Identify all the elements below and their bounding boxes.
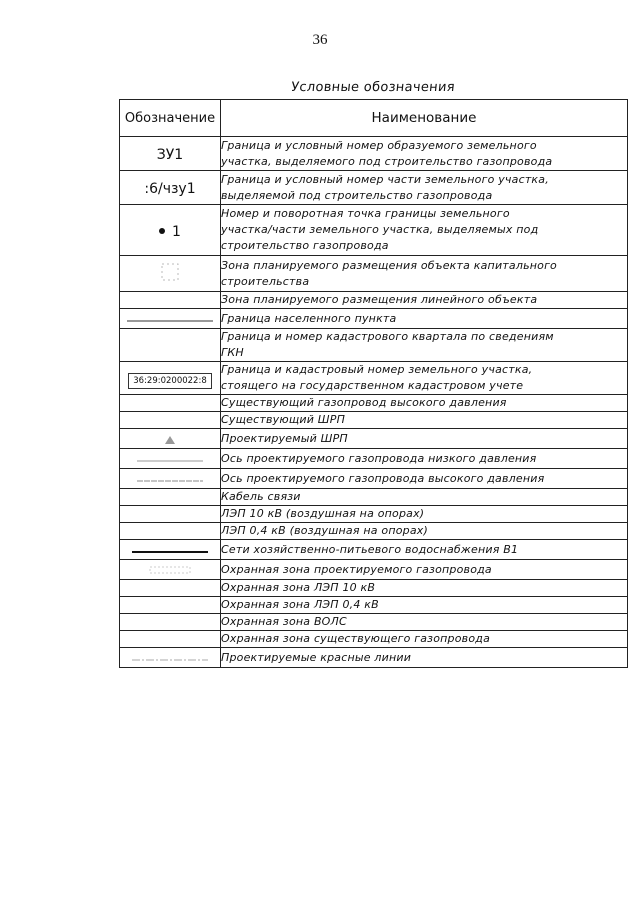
name-line: Сети хозяйственно-питьевого водоснабжения В1	[221, 542, 519, 556]
name-cell	[221, 329, 628, 362]
name-line: Зона планируемого размещения объекта капитального	[221, 258, 557, 272]
header-name: Наименование	[221, 100, 628, 137]
name-line: Охранная зона ЛЭП 10 кВ	[221, 581, 376, 594]
symbol-cell	[120, 412, 221, 429]
table-row	[120, 523, 628, 540]
name-cell	[221, 256, 628, 292]
cadastral-number-label: 36:29:0200022:8	[128, 373, 212, 389]
name-cell	[221, 137, 628, 171]
symbol-cell	[120, 597, 221, 614]
name-line: Существующий ШРП	[221, 413, 346, 426]
symbol-cell	[120, 429, 221, 449]
low-pressure-gas-icon	[135, 458, 205, 464]
table-row	[120, 631, 628, 648]
name-line: Ось проектируемого газопровода низкого давления	[221, 451, 537, 465]
name-cell	[221, 489, 628, 506]
zone-capital-icon	[160, 262, 180, 282]
name-line: Граница и условный номер образуемого земельного	[221, 138, 537, 152]
symbol-cell	[120, 395, 221, 412]
name-line: строительство газопровода	[221, 239, 389, 252]
table-row	[120, 256, 628, 292]
name-cell	[221, 560, 628, 580]
name-line: Ось проектируемого газопровода высокого давления	[221, 471, 545, 485]
gas-protection-zone-icon	[130, 565, 210, 575]
name-line: Граница и номер кадастрового квартала по сведениям	[221, 330, 554, 343]
name-line: участка/части земельного участка, выделяемых под	[221, 223, 539, 236]
name-line: Кабель связи	[221, 490, 301, 503]
name-cell	[221, 523, 628, 540]
name-line: Охранная зона существующего газопровода	[221, 632, 491, 645]
name-line: Зона планируемого размещения линейного объекта	[221, 293, 538, 306]
name-line: Охранная зона ВОЛС	[221, 615, 347, 628]
name-line: стоящего на государственном кадастровом учете	[221, 379, 524, 392]
name-line: Проектируемые красные линии	[221, 650, 412, 664]
name-line: ГКН	[221, 346, 244, 359]
symbol-cell	[120, 309, 221, 329]
symbol-cell	[120, 469, 221, 489]
symbol-cell	[120, 256, 221, 292]
symbol-cell	[120, 648, 221, 668]
name-line: Охранная зона проектируемого газопровода	[221, 562, 492, 576]
symbol-cell	[120, 489, 221, 506]
table-row	[120, 449, 628, 469]
table-row	[120, 329, 628, 362]
table-row	[120, 506, 628, 523]
symbol-cell	[120, 506, 221, 523]
name-cell	[221, 449, 628, 469]
name-cell	[221, 171, 628, 205]
name-cell	[221, 362, 628, 395]
name-cell	[221, 469, 628, 489]
name-cell	[221, 580, 628, 597]
table-row	[120, 560, 628, 580]
name-cell	[221, 597, 628, 614]
water-supply-icon	[130, 549, 210, 555]
table-row	[120, 205, 628, 256]
table-row	[120, 614, 628, 631]
header-row	[120, 100, 628, 137]
name-line: Граница населенного пункта	[221, 311, 397, 325]
symbol-cell	[120, 560, 221, 580]
table-row	[120, 395, 628, 412]
table-row	[120, 648, 628, 668]
symbol-label: ЗУ1	[156, 147, 184, 163]
symbol-cell	[120, 292, 221, 309]
projected-shrp-icon	[165, 436, 175, 444]
symbol-label: 1	[172, 223, 181, 240]
name-cell	[221, 648, 628, 668]
symbol-label: :6/чзу1	[144, 181, 196, 197]
table-row	[120, 469, 628, 489]
name-cell	[221, 614, 628, 631]
symbol-cell	[120, 137, 221, 171]
legend-title: Условные обозначения	[290, 80, 456, 95]
name-cell	[221, 205, 628, 256]
symbol-cell	[120, 540, 221, 560]
name-line: ЛЭП 10 кВ (воздушная на опорах)	[221, 507, 425, 520]
settlement-border-icon	[125, 318, 215, 324]
name-line: Проектируемый ШРП	[221, 431, 348, 445]
page-number: 36	[312, 32, 328, 48]
symbol-cell	[120, 362, 221, 395]
name-line: участка, выделяемого под строительство газопровода	[221, 154, 553, 168]
name-line: выделяемой под строительство газопровода	[221, 188, 493, 202]
name-cell	[221, 429, 628, 449]
red-lines-icon	[130, 657, 210, 663]
name-line: Существующий газопровод высокого давления	[221, 396, 507, 409]
legend-table	[119, 99, 628, 668]
name-cell	[221, 395, 628, 412]
table-row	[120, 597, 628, 614]
table-row	[120, 412, 628, 429]
name-cell	[221, 506, 628, 523]
name-line: Охранная зона ЛЭП 0,4 кВ	[221, 598, 379, 611]
header-symbol: Обозначение	[120, 100, 221, 137]
symbol-cell	[120, 171, 221, 205]
table-row	[120, 429, 628, 449]
name-line: ЛЭП 0,4 кВ (воздушная на опорах)	[221, 524, 428, 537]
high-pressure-gas-icon	[135, 478, 205, 484]
table-row	[120, 489, 628, 506]
symbol-cell	[120, 614, 221, 631]
name-line: строительства	[221, 274, 310, 288]
name-line: Номер и поворотная точка границы земельного	[221, 207, 510, 220]
turning-point-icon	[159, 228, 165, 234]
table-row	[120, 580, 628, 597]
table-row	[120, 171, 628, 205]
symbol-cell	[120, 205, 221, 256]
table-row	[120, 540, 628, 560]
name-cell	[221, 292, 628, 309]
symbol-cell	[120, 580, 221, 597]
name-cell	[221, 309, 628, 329]
symbol-cell	[120, 329, 221, 362]
symbol-cell	[120, 449, 221, 469]
table-row	[120, 309, 628, 329]
table-row	[120, 362, 628, 395]
symbol-cell	[120, 523, 221, 540]
symbol-cell	[120, 631, 221, 648]
name-line: Граница и кадастровый номер земельного участка,	[221, 363, 533, 376]
table-row	[120, 292, 628, 309]
table-row	[120, 137, 628, 171]
name-cell	[221, 412, 628, 429]
name-line: Граница и условный номер части земельного участка,	[221, 172, 549, 186]
name-cell	[221, 631, 628, 648]
name-cell	[221, 540, 628, 560]
